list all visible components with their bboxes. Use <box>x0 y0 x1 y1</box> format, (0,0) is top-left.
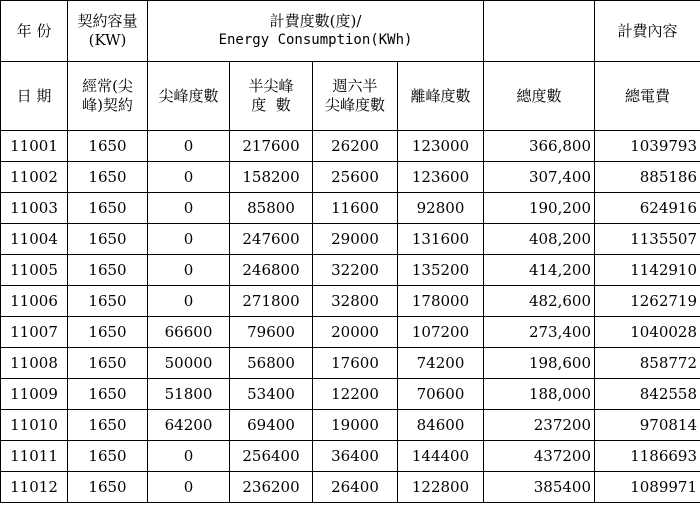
table-row <box>1 162 700 193</box>
cell-total-fee: 1040028 <box>595 317 700 348</box>
cell-half-peak: 246800 <box>230 255 313 286</box>
cell-date: 11008 <box>1 348 68 379</box>
cell-date: 11010 <box>1 410 68 441</box>
cell-peak: 0 <box>148 286 230 317</box>
cell-contract: 1650 <box>68 193 148 224</box>
cell-peak: 0 <box>148 131 230 162</box>
header-total-kwh-label: 總度數 <box>516 86 562 105</box>
cell-date: 11006 <box>1 286 68 317</box>
cell-peak: 0 <box>148 255 230 286</box>
cell-off-peak: 92800 <box>398 193 484 224</box>
cell-off-peak: 84600 <box>398 410 484 441</box>
cell-half-peak: 256400 <box>230 441 313 472</box>
header-capacity-line2: (KW) <box>88 31 127 49</box>
cell-peak: 50000 <box>148 348 230 379</box>
cell-date: 11003 <box>1 193 68 224</box>
cell-total-fee: 1186693 <box>595 441 700 472</box>
cell-total-kwh: 414,200 <box>484 255 595 286</box>
header-total-fee-label: 總電費 <box>624 86 670 105</box>
cell-off-peak: 135200 <box>398 255 484 286</box>
cell-sat-half-peak: 20000 <box>313 317 398 348</box>
cell-half-peak: 69400 <box>230 410 313 441</box>
cell-date: 11011 <box>1 441 68 472</box>
cell-sat-half-peak: 19000 <box>313 410 398 441</box>
cell-contract: 1650 <box>68 224 148 255</box>
header-off-peak-label: 離峰度數 <box>410 86 471 105</box>
cell-total-fee: 1135507 <box>595 224 700 255</box>
cell-off-peak: 123000 <box>398 131 484 162</box>
cell-sat-half-peak: 17600 <box>313 348 398 379</box>
header-saturday-half-peak <box>313 62 398 131</box>
header-row-2 <box>1 62 700 131</box>
cell-peak: 51800 <box>148 379 230 410</box>
cell-sat-half-peak: 32800 <box>313 286 398 317</box>
cell-total-kwh: 273,400 <box>484 317 595 348</box>
cell-sat-half-peak: 26400 <box>313 472 398 503</box>
cell-off-peak: 74200 <box>398 348 484 379</box>
cell-total-kwh: 188,000 <box>484 379 595 410</box>
cell-total-kwh: 408,200 <box>484 224 595 255</box>
cell-date: 11005 <box>1 255 68 286</box>
cell-total-fee: 624916 <box>595 193 700 224</box>
cell-peak: 0 <box>148 162 230 193</box>
cell-total-fee: 1039793 <box>595 131 700 162</box>
header-blank-cell <box>484 1 595 62</box>
cell-off-peak: 122800 <box>398 472 484 503</box>
header-date-label: 日 期 <box>16 86 52 105</box>
cell-contract: 1650 <box>68 162 148 193</box>
cell-date: 11001 <box>1 131 68 162</box>
cell-sat-half-peak: 12200 <box>313 379 398 410</box>
header-off-peak <box>398 62 484 131</box>
cell-half-peak: 217600 <box>230 131 313 162</box>
cell-peak: 0 <box>148 224 230 255</box>
header-year-month <box>1 1 68 62</box>
header-total-fee <box>595 62 700 131</box>
header-contract-capacity <box>68 1 148 62</box>
header-half-peak-line2: 度 數 <box>251 96 291 114</box>
header-peak <box>148 62 230 131</box>
cell-sat-half-peak: 25600 <box>313 162 398 193</box>
cell-off-peak: 107200 <box>398 317 484 348</box>
cell-contract: 1650 <box>68 317 148 348</box>
header-year-month-label: 年 份 <box>16 21 52 40</box>
cell-contract: 1650 <box>68 255 148 286</box>
header-sat-half-line1: 週六半 <box>332 77 378 95</box>
cell-total-kwh: 366,800 <box>484 131 595 162</box>
header-peak-label: 尖峰度數 <box>158 86 219 105</box>
cell-half-peak: 236200 <box>230 472 313 503</box>
header-energy-consumption <box>148 1 484 62</box>
cell-peak: 0 <box>148 441 230 472</box>
cell-sat-half-peak: 11600 <box>313 193 398 224</box>
table-row <box>1 410 700 441</box>
cell-total-fee: 970814 <box>595 410 700 441</box>
header-half-peak <box>230 62 313 131</box>
cell-peak: 0 <box>148 472 230 503</box>
cell-contract: 1650 <box>68 410 148 441</box>
header-regular-line2: 峰)契約 <box>82 96 133 114</box>
cell-half-peak: 79600 <box>230 317 313 348</box>
table-row <box>1 131 700 162</box>
cell-off-peak: 70600 <box>398 379 484 410</box>
header-sat-half-line2: 尖峰度數 <box>324 96 385 114</box>
header-regular-contract <box>68 62 148 131</box>
cell-total-kwh: 190,200 <box>484 193 595 224</box>
cell-contract: 1650 <box>68 379 148 410</box>
cell-date: 11012 <box>1 472 68 503</box>
header-row-1 <box>1 1 700 62</box>
header-billing-content <box>595 1 700 62</box>
cell-date: 11007 <box>1 317 68 348</box>
cell-peak: 66600 <box>148 317 230 348</box>
cell-off-peak: 123600 <box>398 162 484 193</box>
cell-total-kwh: 307,400 <box>484 162 595 193</box>
cell-contract: 1650 <box>68 286 148 317</box>
cell-peak: 64200 <box>148 410 230 441</box>
cell-total-kwh: 437200 <box>484 441 595 472</box>
cell-off-peak: 131600 <box>398 224 484 255</box>
cell-contract: 1650 <box>68 441 148 472</box>
cell-off-peak: 144400 <box>398 441 484 472</box>
header-consumption-line2: Energy Consumption(KWh) <box>218 32 413 48</box>
header-consumption-line1: 計費度數(度)/ <box>269 12 362 30</box>
table-row <box>1 441 700 472</box>
cell-total-fee: 1262719 <box>595 286 700 317</box>
cell-half-peak: 158200 <box>230 162 313 193</box>
cell-sat-half-peak: 26200 <box>313 131 398 162</box>
cell-total-kwh: 198,600 <box>484 348 595 379</box>
cell-date: 11002 <box>1 162 68 193</box>
header-billing-label: 計費內容 <box>617 21 678 40</box>
cell-half-peak: 271800 <box>230 286 313 317</box>
table-row <box>1 348 700 379</box>
cell-half-peak: 247600 <box>230 224 313 255</box>
header-capacity-line1: 契約容量 <box>77 12 138 30</box>
table-row <box>1 317 700 348</box>
table-row <box>1 224 700 255</box>
table-row <box>1 472 700 503</box>
cell-sat-half-peak: 32200 <box>313 255 398 286</box>
cell-total-kwh: 385400 <box>484 472 595 503</box>
cell-sat-half-peak: 36400 <box>313 441 398 472</box>
cell-total-fee: 842558 <box>595 379 700 410</box>
cell-total-fee: 1089971 <box>595 472 700 503</box>
cell-total-kwh: 237200 <box>484 410 595 441</box>
cell-half-peak: 53400 <box>230 379 313 410</box>
header-regular-line1: 經常(尖 <box>82 77 133 95</box>
table-row <box>1 379 700 410</box>
cell-total-fee: 885186 <box>595 162 700 193</box>
cell-total-fee: 1142910 <box>595 255 700 286</box>
cell-contract: 1650 <box>68 131 148 162</box>
header-half-peak-line1: 半尖峰 <box>248 77 294 95</box>
cell-contract: 1650 <box>68 472 148 503</box>
cell-contract: 1650 <box>68 348 148 379</box>
header-total-kwh <box>484 62 595 131</box>
cell-date: 11009 <box>1 379 68 410</box>
cell-sat-half-peak: 29000 <box>313 224 398 255</box>
cell-off-peak: 178000 <box>398 286 484 317</box>
cell-peak: 0 <box>148 193 230 224</box>
table-row <box>1 193 700 224</box>
cell-total-kwh: 482,600 <box>484 286 595 317</box>
cell-half-peak: 85800 <box>230 193 313 224</box>
header-date <box>1 62 68 131</box>
table-row <box>1 286 700 317</box>
table-row <box>1 255 700 286</box>
cell-total-fee: 858772 <box>595 348 700 379</box>
cell-half-peak: 56800 <box>230 348 313 379</box>
cell-date: 11004 <box>1 224 68 255</box>
